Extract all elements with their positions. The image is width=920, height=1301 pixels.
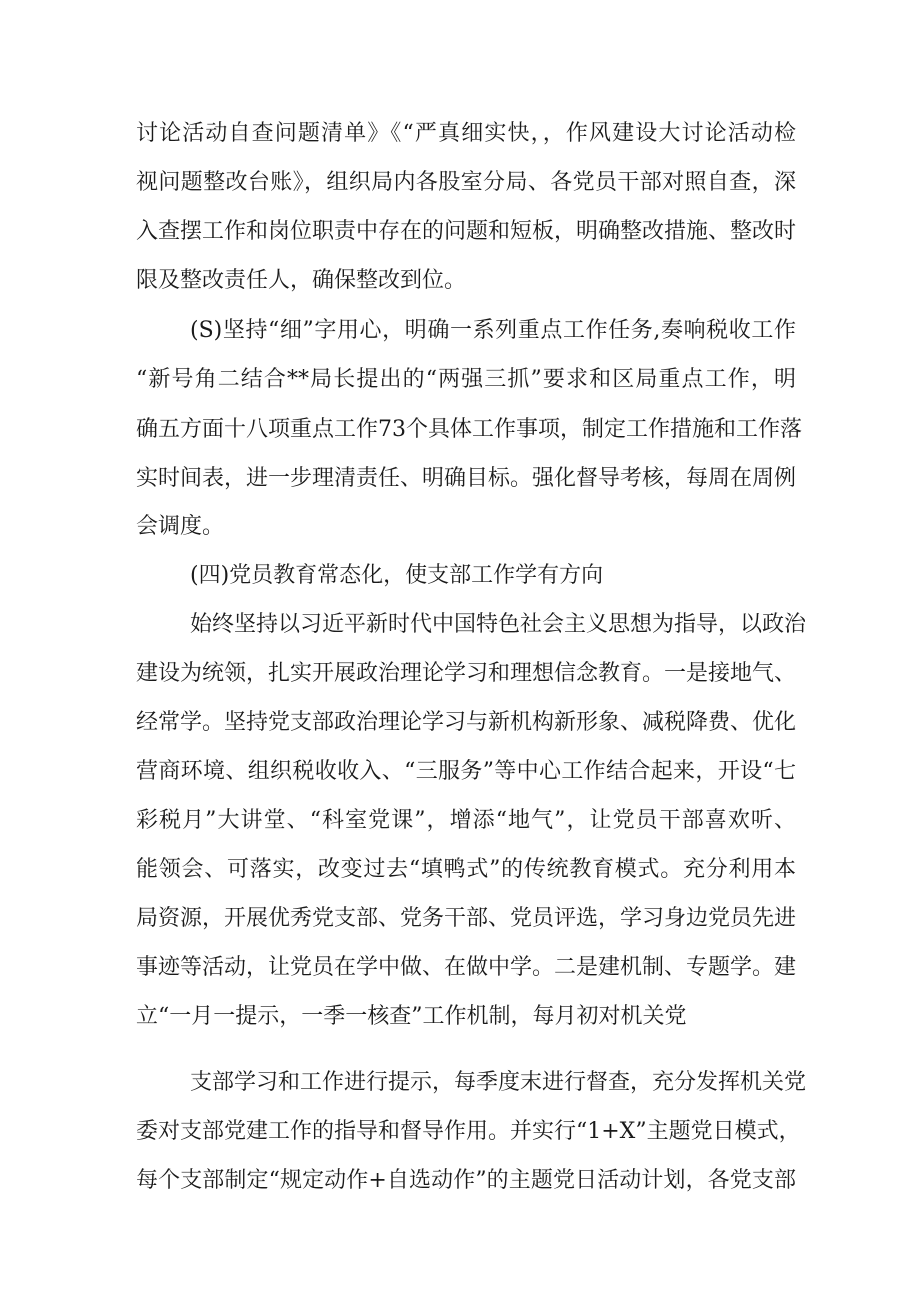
- section-heading: (四)党员教育常态化，使支部工作学有方向: [190, 563, 604, 588]
- paragraph-line: “新号角二结合**局长提出的“两强三抓”要求和区局重点工作，明: [136, 367, 796, 392]
- paragraph-line: 营商环境、组织税收收入、“三服务”等中心工作结合起来，开设“七: [136, 759, 796, 784]
- paragraph-line: 入查摆工作和岗位职责中存在的问题和短板，明确整改措施、整改时: [136, 219, 797, 244]
- paragraph-line: 讨论活动自查问题清单》《“严真细实快，，作风建设大讨论活动检: [136, 121, 796, 146]
- paragraph-line: 始终坚持以习近平新时代中国特色社会主义思想为指导，以政治: [190, 612, 807, 637]
- paragraph-line: 能领会、可落实，改变过去“填鸭式”的传统教育模式。充分利用本: [136, 857, 796, 882]
- paragraph-line: 支部学习和工作进行提示，每季度末进行督查，充分发挥机关党: [190, 1070, 807, 1095]
- paragraph-line: 立“一月一提示，一季一核查”工作机制，每月初对机关党: [136, 1004, 687, 1029]
- paragraph-line: 限及整改责任人，确保整改到位。: [136, 268, 467, 293]
- paragraph-line: 会调度。: [136, 514, 225, 539]
- paragraph-line: 事迹等活动，让党员在学中做、在做中学。二是建机制、专题学。建: [136, 955, 797, 980]
- paragraph-line: 确五方面十八项重点工作73个具体工作事项，制定工作措施和工作落: [136, 417, 802, 442]
- paragraph-line: 每个支部制定“规定动作+自选动作”的主题党日活动计划，各党支部: [136, 1168, 796, 1193]
- paragraph-line: 彩税月”大讲堂、“科室党课”，增添“地气”，让党员干部喜欢听、: [136, 808, 796, 833]
- paragraph-line: 委对支部党建工作的指导和督导作用。并实行“1+X”主题党日模式，: [136, 1119, 801, 1144]
- paragraph-line: 实时间表，进一步理清责任、明确目标。强化督导考核，每周在周例: [136, 466, 797, 491]
- paragraph-line: 经常学。坚持党支部政治理论学习与新机构新形象、减税降费、优化: [136, 710, 797, 735]
- paragraph-line: 视问题整改台账》，组织局内各股室分局、各党员干部对照自查，深: [136, 170, 796, 195]
- paragraph-line: 建设为统领，扎实开展政治理论学习和理想信念教育。一是接地气、: [136, 661, 797, 686]
- paragraph-line: (S)坚持“细”字用心，明确一系列重点工作任务,奏响税收工作: [190, 318, 796, 343]
- paragraph-line: 局资源，开展优秀党支部、党务干部、党员评选，学习身边党员先进: [136, 906, 797, 931]
